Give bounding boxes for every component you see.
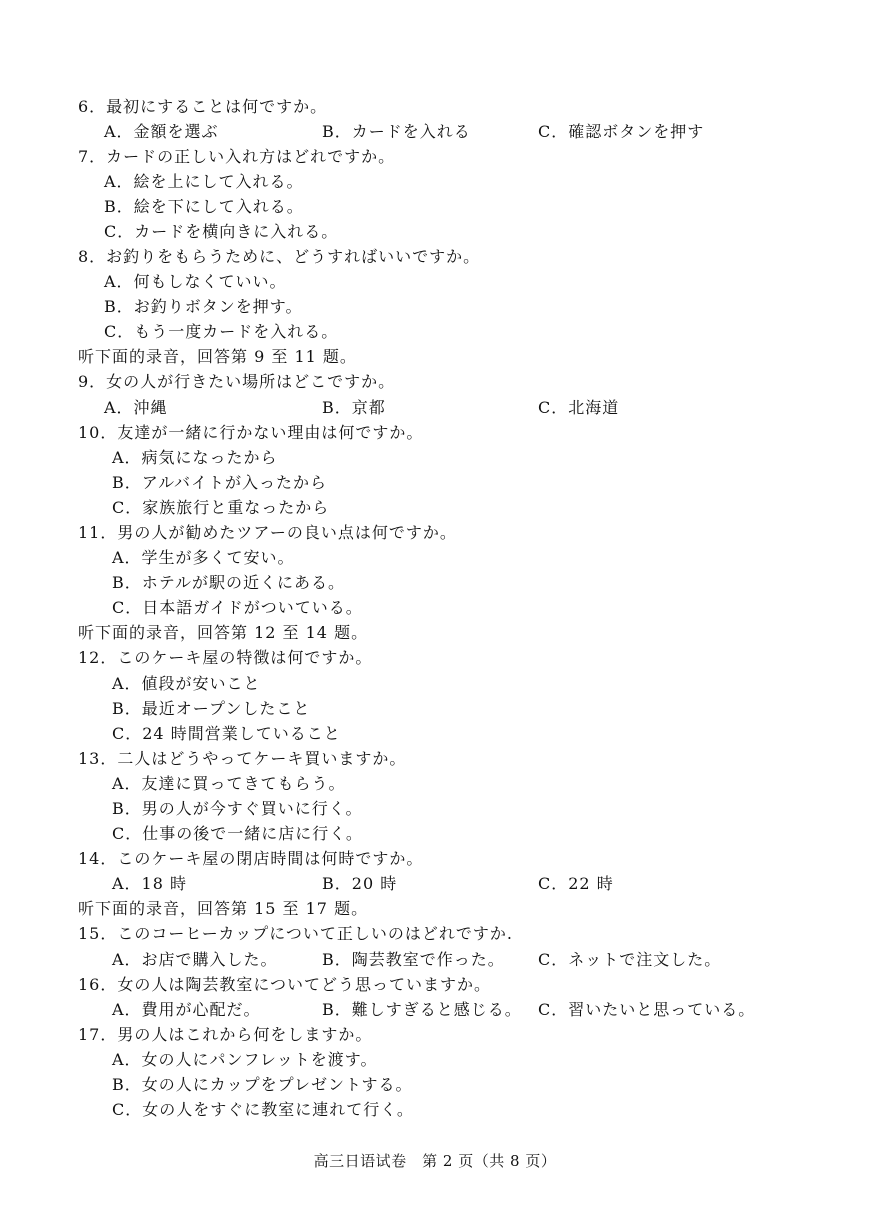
- question-16-stem: 16．女の人は陶芸教室についてどう思っていますか。: [78, 975, 492, 994]
- question-8-option-b: B．お釣りボタンを押す。: [104, 297, 303, 316]
- question-9-stem: 9．女の人が行きたい場所はどこですか。: [78, 372, 396, 391]
- question-13-option-a: A．友達に買ってきてもらう。: [112, 774, 346, 793]
- question-8-stem: 8．お釣りをもらうために、どうすればいいですか。: [78, 247, 481, 266]
- question-7-option-b: B．絵を下にして入れる。: [104, 197, 304, 216]
- question-17-option-c: C．女の人をすぐに教室に連れて行く。: [112, 1100, 414, 1119]
- question-8-option-c: C．もう一度カードを入れる。: [104, 322, 339, 341]
- question-13-option-b: B．男の人が今すぐ買いに行く。: [112, 799, 363, 818]
- question-14-stem: 14．このケーキ屋の閉店時間は何時ですか。: [78, 849, 424, 868]
- question-9-option-c: C．北海道: [538, 398, 620, 417]
- question-7-stem: 7．カードの正しい入れ方はどれですか。: [78, 147, 396, 166]
- question-16-option-a: A．費用が心配だ。: [112, 1000, 261, 1019]
- question-10-option-a: A．病気になったから: [112, 448, 278, 467]
- question-15-option-c: C．ネットで注文した。: [538, 950, 722, 969]
- section-instruction-9-11: 听下面的录音，回答第 9 至 11 题。: [78, 347, 357, 366]
- question-17-stem: 17．男の人はこれから何をしますか。: [78, 1025, 373, 1044]
- question-10-stem: 10．友達が一緒に行かない理由は何ですか。: [78, 423, 424, 442]
- question-7-option-a: A．絵を上にして入れる。: [104, 172, 304, 191]
- question-14-option-c: C．22 時: [538, 874, 614, 893]
- question-16-option-b: B．難しすぎると感じる。: [322, 1000, 522, 1019]
- question-17-option-b: B．女の人にカップをプレゼントする。: [112, 1075, 413, 1094]
- question-14-option-b: B．20 時: [322, 874, 398, 893]
- question-6-stem: 6．最初にすることは何ですか。: [78, 97, 328, 116]
- question-9-option-a: A．沖縄: [104, 398, 168, 417]
- question-13-stem: 13．二人はどうやってケーキ買いますか。: [78, 749, 407, 768]
- section-instruction-12-14: 听下面的录音，回答第 12 至 14 题。: [78, 623, 369, 642]
- question-14-option-a: A．18 時: [112, 874, 188, 893]
- question-17-option-a: A．女の人にパンフレットを渡す。: [112, 1050, 378, 1069]
- question-12-option-c: C．24 時間営業していること: [112, 724, 341, 743]
- page-footer: 高三日语试卷 第 2 页（共 8 页）: [313, 1152, 557, 1170]
- question-6-option-b: B．カードを入れる: [322, 122, 471, 141]
- question-6-option-c: C．確認ボタンを押す: [538, 122, 705, 141]
- question-8-option-a: A．何もしなくていい。: [104, 272, 287, 291]
- question-16-option-c: C．習いたいと思っている。: [538, 1000, 756, 1019]
- question-10-option-b: B．アルバイトが入ったから: [112, 473, 327, 492]
- question-11-stem: 11．男の人が勧めたツアーの良い点は何ですか。: [78, 523, 457, 542]
- question-11-option-b: B．ホテルが駅の近くにある。: [112, 573, 345, 592]
- question-12-option-b: B．最近オープンしたこと: [112, 699, 311, 718]
- question-13-option-c: C．仕事の後で一緒に店に行く。: [112, 824, 363, 843]
- question-6-option-a: A．金額を選ぶ: [104, 122, 219, 141]
- question-15-option-a: A．お店で購入した。: [112, 950, 278, 969]
- question-15-stem: 15．このコーヒーカップについて正しいのはどれですか.: [78, 924, 514, 943]
- question-12-stem: 12．このケーキ屋の特徴は何ですか。: [78, 648, 373, 667]
- question-7-option-c: C．カードを横向きに入れる。: [104, 222, 339, 241]
- section-instruction-15-17: 听下面的录音，回答第 15 至 17 题。: [78, 899, 369, 918]
- question-9-option-b: B．京都: [322, 398, 386, 417]
- question-11-option-c: C．日本語ガイドがついている。: [112, 598, 363, 617]
- question-11-option-a: A．学生が多くて安い。: [112, 548, 295, 567]
- question-10-option-c: C．家族旅行と重なったから: [112, 498, 330, 517]
- question-15-option-b: B．陶芸教室で作った。: [322, 950, 505, 969]
- question-12-option-a: A．値段が安いこと: [112, 674, 261, 693]
